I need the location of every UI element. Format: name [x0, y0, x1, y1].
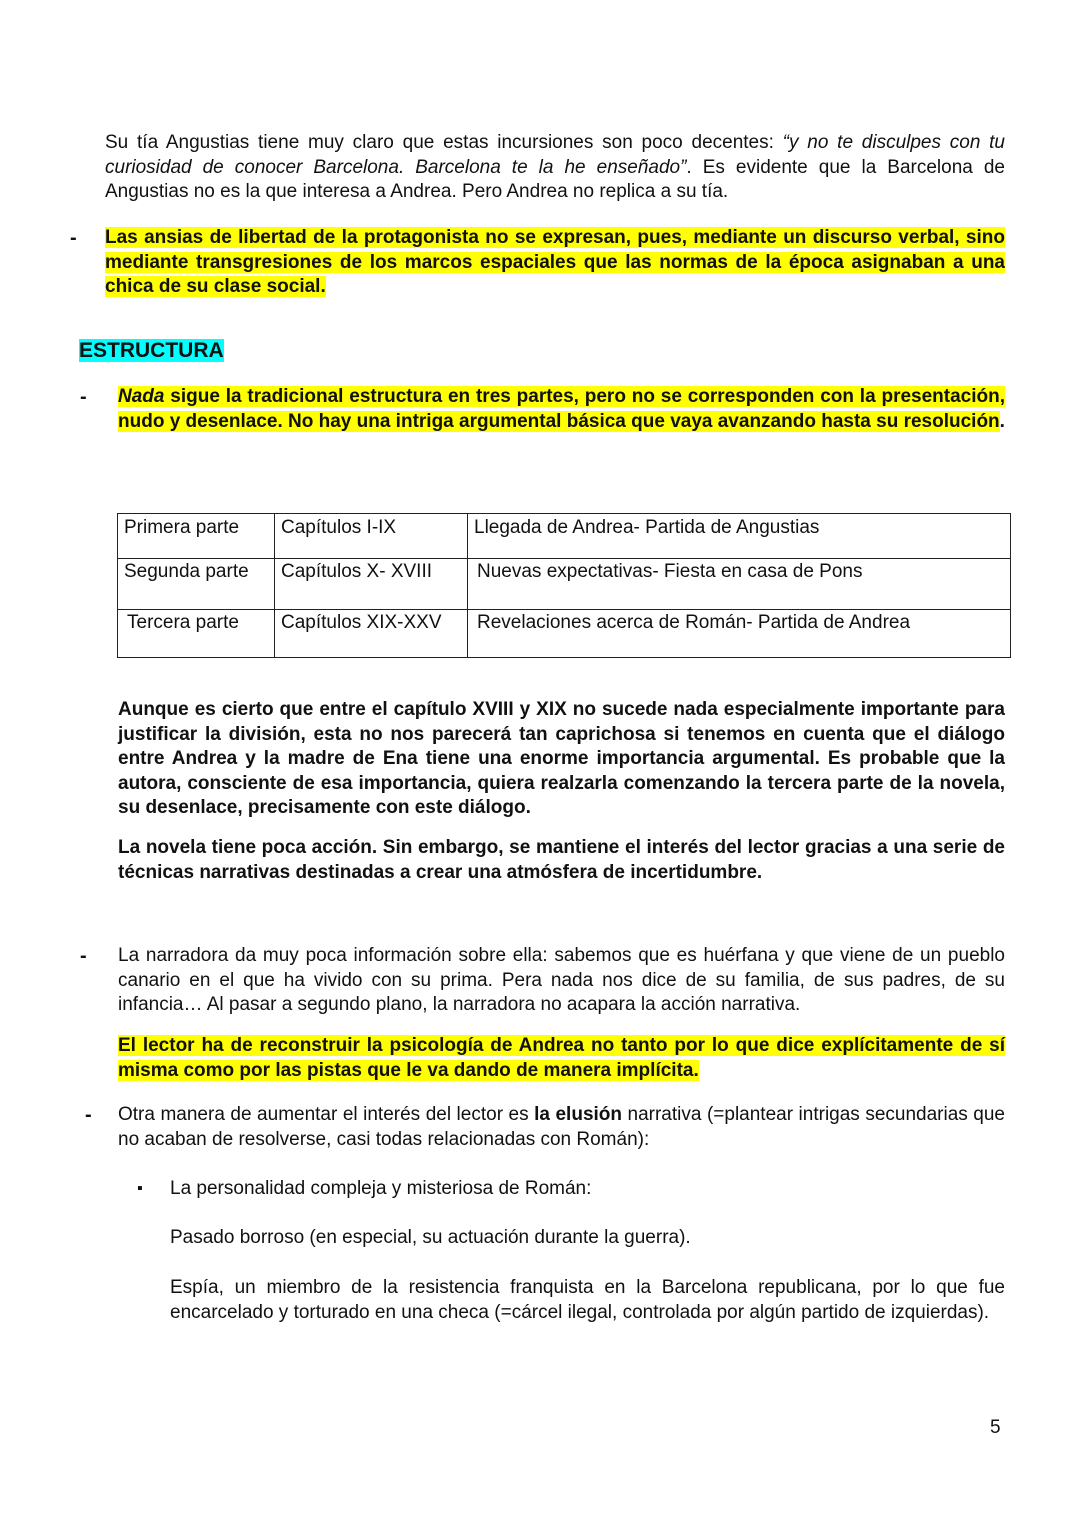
- intro-lead: Su tía Angustias tiene muy claro que estas incursiones son poco decentes:: [105, 132, 783, 153]
- bullet-dash: -: [70, 227, 77, 249]
- novel-title: Nada: [118, 386, 165, 407]
- libertad-paragraph: [105, 226, 1005, 300]
- heading-estructura: ESTRUCTURA: [79, 339, 224, 362]
- bullet-dash: -: [80, 945, 87, 967]
- intro-paragraph: [105, 131, 1005, 205]
- table-cell-contenido: Revelaciones acerca de Román- Partida de Andrea: [468, 610, 1011, 658]
- elusion-tail: narrativa (=plantear intrigas secundarias que no acaban de resolverse, casi todas relacionadas con Román):: [118, 1104, 1005, 1150]
- parts-table: [117, 513, 1011, 658]
- libertad-text: Las ansias de libertad de la protagonista no se expresan, pues, mediante un discurso verbal, sino mediante transgresiones de los marcos espaciales que las normas de la época asignaban a una chica de su clase social.: [105, 227, 1005, 297]
- table-row: [118, 610, 1011, 658]
- table-cell-parte: Tercera parte: [118, 610, 275, 658]
- pasado-paragraph: Pasado borroso (en especial, su actuación durante la guerra).: [170, 1227, 691, 1248]
- aunque-paragraph: Aunque es cierto que entre el capítulo XVIII y XIX no sucede nada especialmente importante para justificar la división, esta no nos parecerá tan caprichosa si tenemos en cuenta que el diálogo entre Andrea y la madre de Ena tiene una enorme importancia argumental. Es probable que la autora, consciente de esa importancia, quiera realzarla comenzando la tercera parte de la novela, su desenlace, precisamente con este diálogo.: [118, 699, 1005, 818]
- table-cell-parte: Primera parte: [118, 514, 275, 559]
- narradora-paragraph: La narradora da muy poca información sobre ella: sabemos que es huérfana y que viene de un pueblo canario en el que ha vivido con su prima. Pera nada nos dice de su familia, de sus padres, de su infancia… Al pasar a segundo plano, la narradora no acapara la acción narrativa.: [118, 945, 1005, 1015]
- table-cell-capitulos: Capítulos I-IX: [275, 514, 468, 559]
- table-row: [118, 559, 1011, 610]
- intro-tail: . Es evidente que la Barcelona de Angustias no es la que interesa a Andrea. Pero Andrea no replica a su tía.: [105, 156, 1005, 202]
- table-row: [118, 514, 1011, 559]
- table-cell-capitulos: Capítulos X- XVIII: [275, 559, 468, 610]
- table-cell-contenido: Nuevas expectativas- Fiesta en casa de Pons: [468, 559, 1011, 610]
- estructura-paragraph: [118, 385, 1005, 434]
- table-cell-parte: Segunda parte: [118, 559, 275, 610]
- table-cell-capitulos: Capítulos XIX-XXV: [275, 610, 468, 658]
- square-bullet-icon: ▪: [137, 1180, 143, 1197]
- estructura-text: sigue la tradicional estructura en tres partes, pero no se corresponden con la presentación, nudo y desenlace. No hay una intriga argumental básica que vaya avanzando hasta su resolución: [118, 386, 1005, 432]
- elusion-bold: la elusión: [534, 1104, 622, 1125]
- lector-text: El lector ha de reconstruir la psicología de Andrea no tanto por lo que dice explícitamente de sí misma como por las pistas que le va dando de manera implícita.: [118, 1035, 1005, 1081]
- intro-quote: “y no te disculpes con tu curiosidad de conocer Barcelona. Barcelona te la he enseñado”: [105, 132, 1005, 178]
- elusion-paragraph: [118, 1103, 1005, 1152]
- accion-paragraph: La novela tiene poca acción. Sin embargo, se mantiene el interés del lector gracias a una serie de técnicas narrativas destinadas a crear una atmósfera de incertidumbre.: [118, 837, 1005, 883]
- elusion-lead: Otra manera de aumentar el interés del lector es: [118, 1104, 535, 1125]
- roman-item: La personalidad compleja y misteriosa de Román:: [170, 1178, 592, 1199]
- bullet-dash: -: [85, 1104, 92, 1126]
- lector-paragraph: [118, 1034, 1005, 1083]
- bullet-dash: -: [80, 386, 87, 408]
- table-cell-contenido: Llegada de Andrea- Partida de Angustias: [468, 514, 1011, 559]
- espia-paragraph: Espía, un miembro de la resistencia franquista en la Barcelona republicana, por lo que fue encarcelado y torturado en una checa (=cárcel ilegal, controlada por algún partido de izquierdas).: [170, 1277, 1005, 1323]
- section-heading: [79, 339, 224, 364]
- estructura-period: .: [999, 410, 1005, 432]
- page-number: 5: [990, 1417, 1001, 1438]
